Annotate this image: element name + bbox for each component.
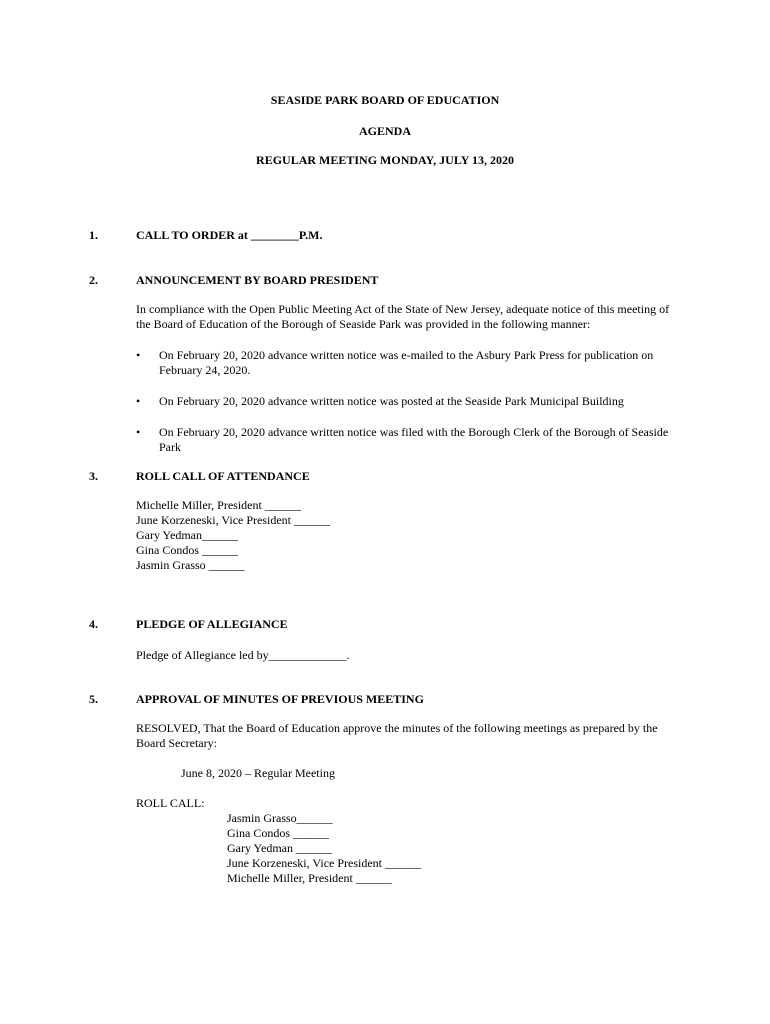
section-5-heading: APPROVAL OF MINUTES OF PREVIOUS MEETING xyxy=(136,692,424,706)
section-1-number: 1. xyxy=(89,228,98,242)
section-3-heading: ROLL CALL OF ATTENDANCE xyxy=(136,469,310,483)
section-1-heading: CALL TO ORDER at ________P.M. xyxy=(136,228,323,242)
roll-call-entry: Jasmin Grasso ______ xyxy=(136,558,245,572)
vote-entry: Gary Yedman ______ xyxy=(227,841,332,855)
vote-entry: Jasmin Grasso______ xyxy=(227,811,333,825)
bullet-marker: • xyxy=(136,394,141,408)
bullet-item: On February 20, 2020 advance written notice was e-mailed to the Asbury Park Press for publication on February 24, 2020. xyxy=(159,348,654,377)
section-2-heading: ANNOUNCEMENT BY BOARD PRESIDENT xyxy=(136,273,379,287)
roll-call-label: ROLL CALL: xyxy=(136,796,205,810)
bullet-marker: • xyxy=(136,348,141,362)
bullet-item: On February 20, 2020 advance written notice was filed with the Borough Clerk of the Borough of Seaside Park xyxy=(159,425,669,454)
section-4-heading: PLEDGE OF ALLEGIANCE xyxy=(136,617,288,631)
roll-call-entry: June Korzeneski, Vice President ______ xyxy=(136,513,331,527)
section-5-paragraph: RESOLVED, That the Board of Education approve the minutes of the following meetings as prepared by the Board Secretary: xyxy=(136,721,658,750)
vote-entry: Michelle Miller, President ______ xyxy=(227,871,392,885)
section-3-number: 3. xyxy=(89,469,98,483)
roll-call-entry: Gary Yedman______ xyxy=(136,528,238,542)
document-subtitle: AGENDA xyxy=(358,124,411,138)
vote-entry: Gina Condos ______ xyxy=(227,826,329,840)
vote-entry: June Korzeneski, Vice President ______ xyxy=(227,856,422,870)
bullet-item: On February 20, 2020 advance written notice was posted at the Seaside Park Municipal Building xyxy=(159,394,624,408)
section-4-number: 4. xyxy=(89,617,98,631)
section-5-number: 5. xyxy=(89,692,98,706)
section-2-number: 2. xyxy=(89,273,98,287)
pledge-text: Pledge of Allegiance led by_____________. xyxy=(136,648,350,662)
roll-call-entry: Gina Condos ______ xyxy=(136,543,238,557)
bullet-marker: • xyxy=(136,425,141,439)
section-2-paragraph: In compliance with the Open Public Meeting Act of the State of New Jersey, adequate notice of this meeting of the Board of Education of the Borough of Seaside Park was provided in the following manner: xyxy=(136,302,670,331)
meeting-heading: REGULAR MEETING MONDAY, JULY 13, 2020 xyxy=(256,153,514,167)
minutes-meeting: June 8, 2020 – Regular Meeting xyxy=(181,766,335,780)
roll-call-entry: Michelle Miller, President ______ xyxy=(136,498,301,512)
document-title: SEASIDE PARK BOARD OF EDUCATION xyxy=(270,93,500,107)
